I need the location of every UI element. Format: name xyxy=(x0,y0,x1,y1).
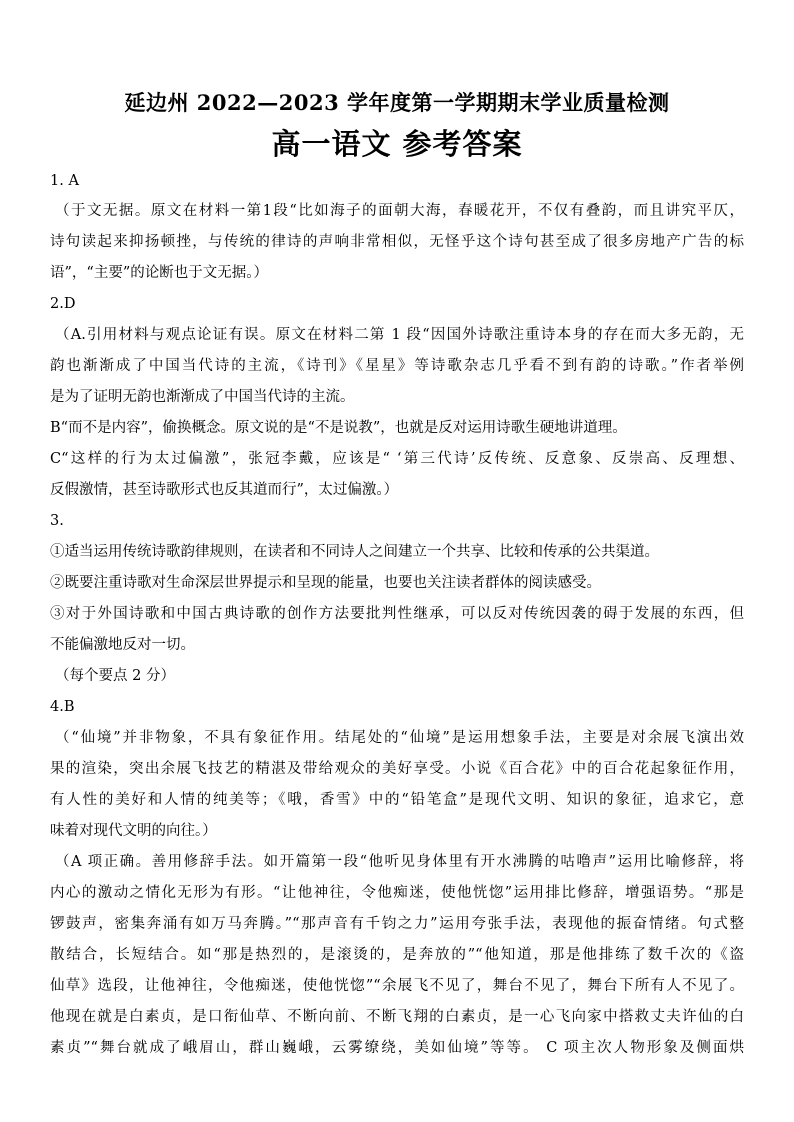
document-title: 延边州 2022—2023 学年度第一学期期末学业质量检测 xyxy=(124,90,670,115)
q1-explanation-line: （于文无据。原文在材料一第1段“比如海子的面朝大海，春暖花开，不仅有叠韵，而且讲究平仄， xyxy=(55,203,744,219)
q4-analysis-line: 仙草》选段，让他神往，令他痴迷，使他恍惚”“余展飞不见了，舞台不见了，舞台下所有人不见了。 xyxy=(50,978,744,994)
q3-scoring-note: （每个要点 2 分） xyxy=(55,668,175,684)
q4-explanation-line: （“仙境”并非物象，不具有象征作用。结尾处的“仙境”是运用想象手法，主要是对余展飞演出效 xyxy=(55,730,744,746)
q1-explanation-line: 诗句读起来抑扬顿挫，与传统的律诗的声响非常相似，无怪乎这个诗句甚至成了很多房地产广告的标 xyxy=(50,234,744,250)
q4-explanation-line: 果的渲染，突出余展飞技艺的精湛及带给观众的美好享受。小说《百合花》中的百合花起象征作用， xyxy=(50,761,744,777)
q3-point: ③对于外国诗歌和中国古典诗歌的创作方法要批判性继承，可以反对传统因袭的碍于发展的东西，但 xyxy=(50,606,744,622)
q2-explanation-line: B“而不是内容”，偷换概念。原文说的是“不是说教”，也就是反对运用诗歌生硬地讲道理。 xyxy=(50,420,627,436)
q2-explanation-line: 反假激情，甚至诗歌形式也反其道而行”，太过偏激。） xyxy=(50,482,399,498)
q3-point: ①适当运用传统诗歌韵律规则，在读者和不同诗人之间建立一个共享、比较和传承的公共渠道。 xyxy=(50,544,659,560)
q4-analysis-line: 他现在就是白素贞，是口衔仙草、不断向前、不断飞翔的白素贞，是一心飞向家中搭救丈夫许仙的白 xyxy=(50,1009,744,1025)
q4-analysis-line: （A 项正确。善用修辞手法。如开篇第一段“他听见身体里有开水沸腾的咕噜声”运用比喻修辞，将 xyxy=(55,854,744,870)
q2-explanation-line: 是为了证明无韵也渐渐成了中国当代诗的主流。 xyxy=(50,389,355,405)
q2-explanation-line: （A.引用材料与观点论证有误。原文在材料二第 1 段“因国外诗歌注重诗本身的存在而大多无韵，无 xyxy=(55,327,744,343)
q1-answer: 1. A xyxy=(50,173,79,189)
q4-answer: 4.B xyxy=(50,699,75,715)
q4-analysis-line: 内心的激动之情化无形为有形。“让他神往，令他痴迷，使他恍惚”运用排比修辞，增强语势。“那是 xyxy=(50,885,744,901)
q2-explanation-line: C“这样的行为太过偏激”，张冠李戴，应该是“ ‘第三代诗’反传统、反意象、反崇高、反理想、 xyxy=(50,451,744,467)
q4-explanation-line: 味着对现代文明的向往。） xyxy=(50,823,217,839)
q1-explanation-line: 语”，“主要”的论断也于文无据。） xyxy=(50,265,268,281)
document-subtitle: 高一语文 参考答案 xyxy=(271,127,523,161)
q3-point: 不能偏激地反对一切。 xyxy=(50,637,195,653)
q3-number: 3. xyxy=(50,513,64,529)
q4-analysis-line: 锣鼓声，密集奔涌有如万马奔腾。”“那声音有千钧之力”运用夸张手法，表现他的振奋情绪。句式整 xyxy=(50,916,744,932)
q2-answer: 2.D xyxy=(50,296,76,312)
q4-analysis-line: 散结合，长短结合。如“那是热烈的，是滚烫的，是奔放的”“他知道，那是他排练了数千次的《盗 xyxy=(50,947,744,963)
q4-explanation-line: 有人性的美好和人情的纯美等；《哦，香雪》中的“铅笔盒”是现代文明、知识的象征，追求它，意 xyxy=(50,792,744,808)
q4-analysis-line: 素贞”“舞台就成了峨眉山，群山巍峨，云雾缭绕，美如仙境”等等。 C 项主次人物形象及侧面烘 xyxy=(50,1040,744,1056)
q2-explanation-line: 韵也渐渐成了中国当代诗的主流，《诗刊》《星星》等诗歌杂志几乎看不到有韵的诗歌。”作者举例 xyxy=(50,358,744,374)
q3-point: ②既要注重诗歌对生命深层世界提示和呈现的能量，也要也关注读者群体的阅读感受。 xyxy=(50,575,601,591)
